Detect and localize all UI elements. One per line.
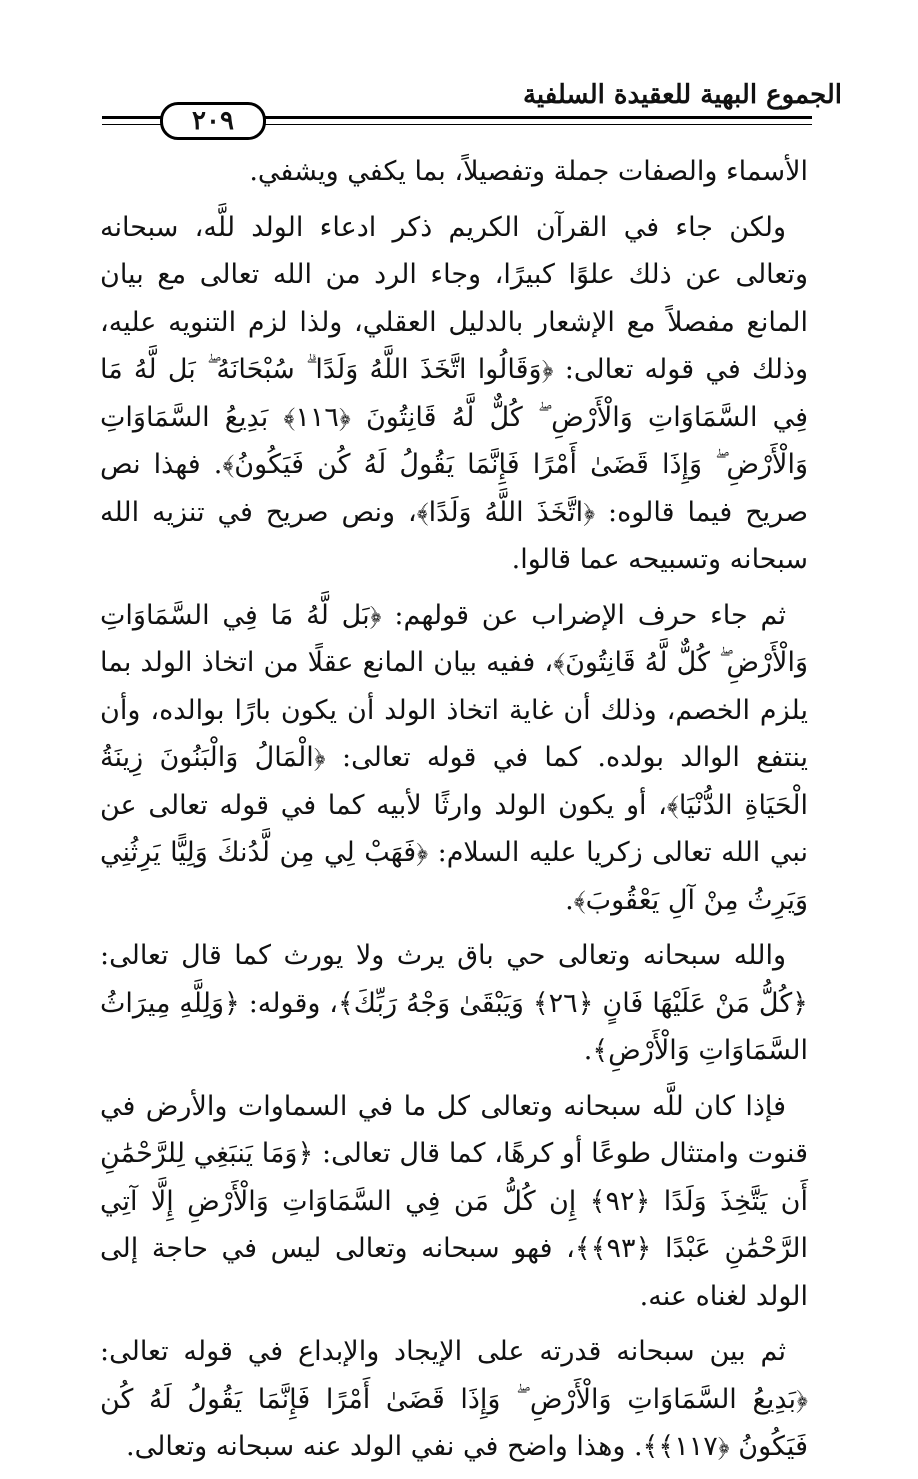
paragraph-6: ثم بين سبحانه قدرته على الإيجاد والإبداع في قوله تعالى: ﴿بَدِيعُ السَّمَاوَاتِ وَالْأَرْضِ ۖ وَإِذَا قَضَىٰ أَمْرًا فَإِنَّمَا يَقُولُ لَهُ كُن فَيَكُونُ ﴿١١٧﴾﴾. وهذا واضح في نفي الولد عنه سبحانه وتعالى. bbox=[100, 1336, 808, 1462]
paragraph-3: ثم جاء حرف الإضراب عن قولهم: ﴿بَل لَّهُ مَا فِي السَّمَاوَاتِ وَالْأَرْضِ ۖ كُلٌّ لَّهُ قَانِتُونَ﴾، ففيه بيان المانع عقلًا من اتخاذ الولد بما يلزم الخصم، وذلك أن غاية اتخاذ الولد أن يكون بارًا بوالده، وأن ينتفع الوالد بولده. كما في قوله تعالى: ﴿الْمَالُ وَالْبَنُونَ زِينَةُ الْحَيَاةِ الدُّنْيَا﴾، أو يكون الولد وارثًا لأبيه كما في قوله تعالى عن نبي الله تعالى زكريا عليه السلام: ﴿فَهَبْ لِي مِن لَّدُنكَ وَلِيًّا يَرِثُنِي وَيَرِثُ مِنْ آلِ يَعْقُوبَ﴾. bbox=[100, 599, 808, 916]
page-number: ٢٠٩ bbox=[160, 102, 266, 140]
body-text bbox=[100, 148, 808, 1479]
paragraph-5: فإذا كان للَّه سبحانه وتعالى كل ما في السماوات والأرض في قنوت وامتثال طوعًا أو كرهًا، كما قال تعالى: ﴿وَمَا يَنبَغِي لِلرَّحْمَٰنِ أَن يَتَّخِذَ وَلَدًا ﴿٩٢﴾ إِن كُلُّ مَن فِي السَّمَاوَاتِ وَالْأَرْضِ إِلَّا آتِي الرَّحْمَٰنِ عَبْدًا ﴿٩٣﴾﴾، فهو سبحانه وتعالى ليس في حاجة إلى الولد لغناه عنه. bbox=[100, 1090, 809, 1312]
running-title: الجموع البهية للعقيدة السلفية bbox=[522, 80, 842, 110]
paragraph-4: والله سبحانه وتعالى حي باق يرث ولا يورث كما قال تعالى: ﴿كُلُّ مَنْ عَلَيْهَا فَانٍ ﴿٢٦﴾ وَيَبْقَىٰ وَجْهُ رَبِّكَ﴾، وقوله: ﴿وَلِلَّهِ مِيرَاثُ السَّمَاوَاتِ وَالْأَرْضِ﴾. bbox=[100, 940, 808, 1066]
paragraph-1: الأسماء والصفات جملة وتفصيلاً، بما يكفي ويشفي. bbox=[249, 156, 808, 187]
paragraph-2: ولكن جاء في القرآن الكريم ذكر ادعاء الولد للَّه، سبحانه وتعالى عن ذلك علوًا كبيرًا، وجاء الرد من الله تعالى مع بيان المانع مفصلاً مع الإشعار بالدليل العقلي، ولذا لزم التنويه عليه، وذلك في قوله تعالى: ﴿وَقَالُوا اتَّخَذَ اللَّهُ وَلَدًا ۗ سُبْحَانَهُ ۖ بَل لَّهُ مَا فِي السَّمَاوَاتِ وَالْأَرْضِ ۖ كُلٌّ لَّهُ قَانِتُونَ ﴿١١٦﴾ بَدِيعُ السَّمَاوَاتِ وَالْأَرْضِ ۖ وَإِذَا قَضَىٰ أَمْرًا فَإِنَّمَا يَقُولُ لَهُ كُن فَيَكُونُ﴾. فهذا نص صريح فيما قالوه: ﴿اتَّخَذَ اللَّهُ وَلَدًا﴾، ونص صريح في تنزيه الله سبحانه وتسبيحه عما قالوا. bbox=[100, 211, 809, 575]
